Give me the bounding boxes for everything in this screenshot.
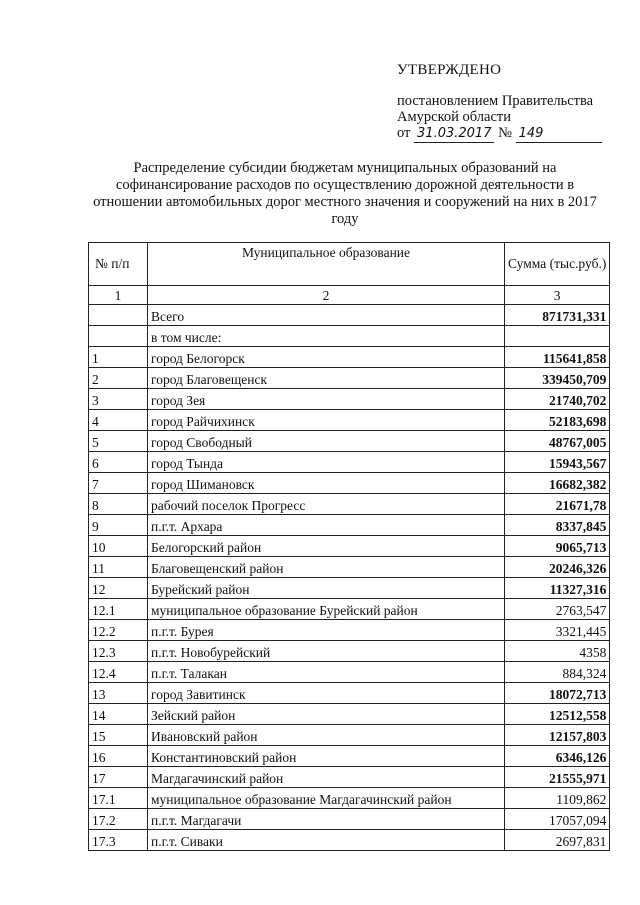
approval-region: Амурской области bbox=[397, 109, 511, 125]
row-amount: 21671,78 bbox=[505, 494, 610, 515]
row-number: 17.1 bbox=[89, 788, 148, 809]
row-number: 9 bbox=[89, 515, 148, 536]
approval-stamp bbox=[397, 62, 627, 143]
row-number: 12.2 bbox=[89, 620, 148, 641]
table-row bbox=[89, 557, 610, 578]
row-number bbox=[89, 305, 148, 326]
row-number: 14 bbox=[89, 704, 148, 725]
table-row bbox=[89, 431, 610, 452]
row-municipality: Всего bbox=[148, 305, 505, 326]
row-amount bbox=[505, 326, 610, 347]
row-amount: 2763,547 bbox=[505, 599, 610, 620]
row-number: 4 bbox=[89, 410, 148, 431]
row-municipality: город Белогорск bbox=[148, 347, 505, 368]
row-municipality: муниципальное образование Бурейский район bbox=[148, 599, 505, 620]
row-municipality: п.г.т. Бурея bbox=[148, 620, 505, 641]
row-municipality: п.г.т. Новобурейский bbox=[148, 641, 505, 662]
table-row bbox=[89, 410, 610, 431]
row-amount: 18072,713 bbox=[505, 683, 610, 704]
header-amount: Сумма (тыс.руб.) bbox=[505, 243, 610, 286]
row-number: 17.3 bbox=[89, 830, 148, 851]
row-amount: 4358 bbox=[505, 641, 610, 662]
row-amount: 48767,005 bbox=[505, 431, 610, 452]
row-municipality: п.г.т. Сиваки bbox=[148, 830, 505, 851]
row-number: 17 bbox=[89, 767, 148, 788]
row-number: 16 bbox=[89, 746, 148, 767]
row-number: 17.2 bbox=[89, 809, 148, 830]
header-num: № п/п bbox=[89, 243, 148, 286]
row-number: 8 bbox=[89, 494, 148, 515]
table-row bbox=[89, 767, 610, 788]
row-amount: 339450,709 bbox=[505, 368, 610, 389]
row-amount: 16682,382 bbox=[505, 473, 610, 494]
table-row bbox=[89, 452, 610, 473]
row-amount: 115641,858 bbox=[505, 347, 610, 368]
row-municipality: Благовещенский район bbox=[148, 557, 505, 578]
row-number: 12.4 bbox=[89, 662, 148, 683]
table-row bbox=[89, 599, 610, 620]
row-amount: 20246,326 bbox=[505, 557, 610, 578]
approval-date: 31.03.2017 bbox=[414, 125, 494, 143]
row-municipality: в том числе: bbox=[148, 326, 505, 347]
header-name: Муниципальное образование bbox=[148, 243, 505, 286]
row-amount: 21740,702 bbox=[505, 389, 610, 410]
row-municipality: Константиновский район bbox=[148, 746, 505, 767]
row-municipality: город Райчихинск bbox=[148, 410, 505, 431]
approval-title: УТВЕРЖДЕНО bbox=[397, 62, 502, 78]
row-municipality: город Благовещенск bbox=[148, 368, 505, 389]
table-row bbox=[89, 326, 610, 347]
row-municipality: п.г.т. Магдагачи bbox=[148, 809, 505, 830]
row-amount: 1109,862 bbox=[505, 788, 610, 809]
row-municipality: Ивановский район bbox=[148, 725, 505, 746]
row-amount: 8337,845 bbox=[505, 515, 610, 536]
row-municipality: Белогорский район bbox=[148, 536, 505, 557]
row-amount: 11327,316 bbox=[505, 578, 610, 599]
row-amount: 884,324 bbox=[505, 662, 610, 683]
table-row bbox=[89, 536, 610, 557]
table-header-row bbox=[89, 243, 610, 286]
row-municipality: Бурейский район bbox=[148, 578, 505, 599]
row-municipality: рабочий поселок Прогресс bbox=[148, 494, 505, 515]
row-number: 12.1 bbox=[89, 599, 148, 620]
table-row bbox=[89, 788, 610, 809]
table-row bbox=[89, 347, 610, 368]
row-amount: 12157,803 bbox=[505, 725, 610, 746]
approval-date-line bbox=[397, 125, 627, 143]
table-row bbox=[89, 683, 610, 704]
row-municipality: п.г.т. Архара bbox=[148, 515, 505, 536]
row-number: 11 bbox=[89, 557, 148, 578]
row-amount: 15943,567 bbox=[505, 452, 610, 473]
approval-authority: постановлением Правительства bbox=[397, 93, 594, 109]
table-row bbox=[89, 662, 610, 683]
row-number: 10 bbox=[89, 536, 148, 557]
row-amount: 2697,831 bbox=[505, 830, 610, 851]
row-amount: 21555,971 bbox=[505, 767, 610, 788]
row-number: 1 bbox=[89, 347, 148, 368]
row-amount: 871731,331 bbox=[505, 305, 610, 326]
row-number: 15 bbox=[89, 725, 148, 746]
table-row bbox=[89, 389, 610, 410]
row-municipality: город Свободный bbox=[148, 431, 505, 452]
row-number: 7 bbox=[89, 473, 148, 494]
row-municipality: Зейский район bbox=[148, 704, 505, 725]
row-number: 2 bbox=[89, 368, 148, 389]
table-row bbox=[89, 725, 610, 746]
row-number: 12 bbox=[89, 578, 148, 599]
row-amount: 52183,698 bbox=[505, 410, 610, 431]
table-row bbox=[89, 830, 610, 851]
row-amount: 17057,094 bbox=[505, 809, 610, 830]
table-row bbox=[89, 305, 610, 326]
row-municipality: п.г.т. Талакан bbox=[148, 662, 505, 683]
column-index-row bbox=[89, 286, 610, 305]
table-row bbox=[89, 641, 610, 662]
row-municipality: город Зея bbox=[148, 389, 505, 410]
row-number: 13 bbox=[89, 683, 148, 704]
index-1: 1 bbox=[89, 286, 148, 305]
index-2: 2 bbox=[148, 286, 505, 305]
row-municipality: город Завитинск bbox=[148, 683, 505, 704]
row-number: 12.3 bbox=[89, 641, 148, 662]
document-heading: Распределение субсидии бюджетам муниципальных образований на софинансирование расходов по осуществлению дорожной деятельности в отношении автомобильных дорог местного значения и сооружений на них в 2017 году bbox=[93, 160, 597, 227]
row-municipality: город Шимановск bbox=[148, 473, 505, 494]
table-row bbox=[89, 578, 610, 599]
row-amount: 6346,126 bbox=[505, 746, 610, 767]
table-row bbox=[89, 368, 610, 389]
table-row bbox=[89, 494, 610, 515]
row-amount: 3321,445 bbox=[505, 620, 610, 641]
table-row bbox=[89, 809, 610, 830]
date-prefix: от bbox=[397, 125, 411, 141]
row-amount: 9065,713 bbox=[505, 536, 610, 557]
row-number: 5 bbox=[89, 431, 148, 452]
row-municipality: муниципальное образование Магдагачинский район bbox=[148, 788, 505, 809]
row-number: 3 bbox=[89, 389, 148, 410]
table-row bbox=[89, 746, 610, 767]
table-row bbox=[89, 704, 610, 725]
number-prefix: № bbox=[498, 125, 512, 141]
table-row bbox=[89, 620, 610, 641]
row-amount: 12512,558 bbox=[505, 704, 610, 725]
row-number: 6 bbox=[89, 452, 148, 473]
index-3: 3 bbox=[505, 286, 610, 305]
row-municipality: город Тында bbox=[148, 452, 505, 473]
row-number bbox=[89, 326, 148, 347]
table-row bbox=[89, 515, 610, 536]
table-row bbox=[89, 473, 610, 494]
approval-number: 149 bbox=[516, 125, 602, 143]
subsidy-table bbox=[88, 242, 610, 851]
row-municipality: Магдагачинский район bbox=[148, 767, 505, 788]
